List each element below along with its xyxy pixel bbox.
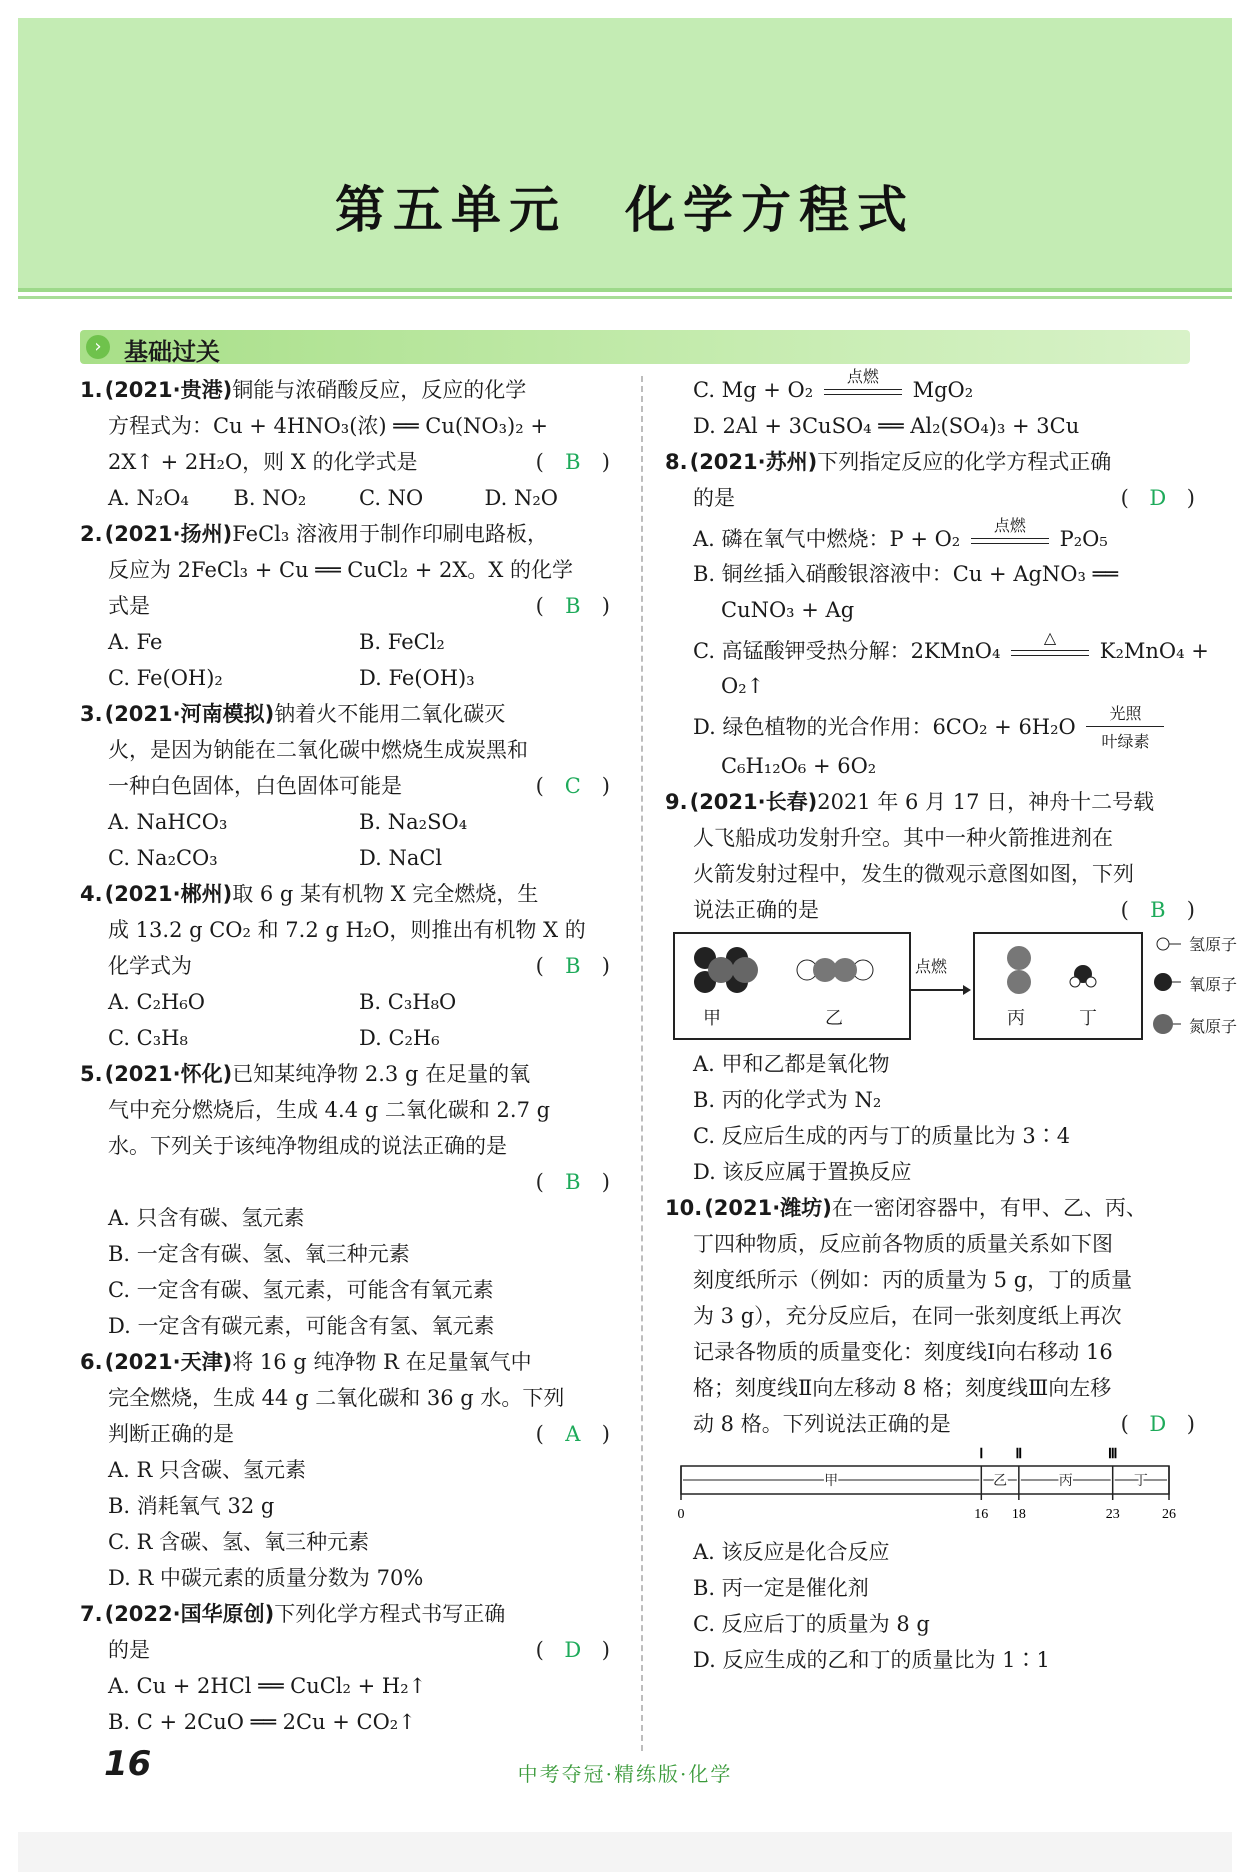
answer: B [565,954,581,978]
scale-marker-label: Ⅲ [1107,1447,1118,1462]
question-text: 火，是因为钠能在二氧化碳中燃烧生成炭黑和 [108,738,528,762]
product-molecules [975,938,1141,1008]
options [80,804,610,840]
condition-label: 叶绿素 [1101,731,1150,751]
option: C. R 含碳、氢、氧三种元素 [108,1530,370,1554]
reaction-condition [971,515,1049,552]
option-text: A. 磷在氧气中燃烧：P + O₂ [693,527,961,551]
product-box [973,932,1143,1040]
question-3 [80,696,610,876]
question-text: 钠着火不能用二氧化碳灭 [274,702,506,726]
answer: A [565,1422,581,1446]
condition-label: 光照 [1109,703,1142,723]
question-text: 2021 年 6 月 17 日，神舟十二号载 [817,790,1155,814]
question-text: 的是 [693,486,735,510]
option: D. C₂H₆ [359,1026,440,1050]
question-text: 下列化学方程式书写正确 [274,1602,506,1626]
answer: B [1150,898,1166,922]
question-text: 完全燃烧，生成 44 g 二氧化碳和 36 g 水。下列 [108,1386,565,1410]
scale-tick-label: 26 [1162,1507,1176,1522]
option: B. 铜丝插入硝酸银溶液中：Cu + AgNO₃ ══ [693,562,1118,586]
left-column [80,372,610,1740]
question-text: 气中充分燃烧后，生成 4.4 g 二氧化碳和 2.7 g [108,1098,551,1122]
condition-label: 点燃 [846,366,879,386]
question-2 [80,516,610,696]
page-title: 第五单元 化学方程式 [335,181,915,239]
options [80,624,610,660]
question-source: (2021·郴州) [104,882,233,906]
answer: D [1149,1412,1167,1436]
options [80,984,610,1020]
question-text: 成 13.2 g CO₂ 和 7.2 g H₂O，则推出有机物 X 的 [108,918,586,942]
question-source: (2021·天津) [104,1350,233,1374]
answer-bracket: ( B ) [1121,892,1195,928]
option-text: D. 绿色植物的光合作用：6CO₂ + 6H₂O [693,715,1076,739]
reactant-box [673,932,911,1040]
question-text: 2X↑ + 2H₂O，则 X 的化学式是 [108,450,418,474]
question-text: 动 8 格。下列说法正确的是 [693,1412,951,1436]
molecule-label: 丁 [1079,1008,1097,1029]
question-text: 方程式为：Cu + 4HNO₃(浓) ══ Cu(NO₃)₂ + [108,414,548,438]
option: C₆H₁₂O₆ + 6O₂ [721,754,877,778]
scale-tick-label: 18 [1011,1507,1026,1522]
option: A. 该反应是化合反应 [693,1540,890,1564]
option: C. 反应后生成的丙与丁的质量比为 3∶4 [693,1124,1071,1148]
option: A. 只含有碳、氢元素 [108,1206,305,1230]
banner-rule [18,296,1232,299]
option: A. 甲和乙都是氧化物 [693,1052,890,1076]
answer: C [564,774,581,798]
answer-bracket: ( D ) [536,1632,610,1668]
question-8 [665,444,1209,784]
option: C. C₃H₈ [108,1026,188,1050]
question-source: (2021·潍坊) [704,1196,832,1220]
section-label: 基础过关 [124,338,220,366]
question-source: (2021·扬州) [104,522,233,546]
arrow-right-icon [911,984,971,996]
option: B. FeCl₂ [359,630,445,654]
condition-label: 点燃 [993,515,1026,535]
legend-label: 氢原子 [1189,935,1238,954]
question-text: 将 16 g 纯净物 R 在足量氧气中 [232,1350,532,1374]
molecule-label: 甲 [703,1008,721,1029]
question-number: 1. [80,378,103,402]
section-header [80,330,1190,364]
option: CuNO₃ + Ag [721,598,855,622]
option: B. Na₂SO₄ [359,810,468,834]
column-divider [641,376,643,1751]
question-text: 一种白色固体，白色固体可能是 [108,774,402,798]
option: A. N₂O₄ [108,486,189,510]
question-number: 8. [665,450,688,474]
answer: B [565,1170,581,1194]
scale-paper-diagram [665,1442,1195,1534]
option: B. 丙的化学式为 N₂ [693,1088,882,1112]
answer: D [564,1638,582,1662]
option: D. 反应生成的乙和丁的质量比为 1∶1 [693,1648,1050,1672]
question-source: (2021·苏州) [689,450,818,474]
question-number: 6. [80,1350,103,1374]
option: C. NO [359,486,424,510]
option: D. 该反应属于置换反应 [693,1160,912,1184]
question-text: 反应为 2FeCl₃ + Cu ══ CuCl₂ + 2X。X 的化学 [108,558,573,582]
option: B. C + 2CuO ══ 2Cu + CO₂↑ [108,1710,416,1734]
option [665,627,1209,668]
atom-legend [1153,928,1250,1046]
title-banner [18,18,1232,292]
question-number: 3. [80,702,103,726]
option-text: C. Mg + O₂ [693,378,814,402]
scale-paper [665,1442,1195,1534]
options [80,480,610,516]
question-text: 的是 [108,1638,150,1662]
question-source: (2021·长春) [689,790,818,814]
scale-marker-label: Ⅱ [1015,1447,1023,1462]
question-5 [80,1056,610,1344]
scale-segment-label: 乙 [993,1473,1008,1489]
option: A. Fe [108,630,163,654]
question-text: 火箭发射过程中，发生的微观示意图如图，下列 [693,862,1134,886]
footer-text: 中考夺冠·精练版·化学 [517,1762,733,1786]
question-source: (2022·国华原创) [104,1602,275,1626]
option: A. Cu + 2HCl ══ CuCl₂ + H₂↑ [108,1674,427,1698]
question-number: 2. [80,522,103,546]
question-text: 人飞船成功发射升空。其中一种火箭推进剂在 [693,826,1113,850]
reaction-condition [1011,627,1089,664]
molecule-label: 丙 [1007,1008,1025,1029]
option: B. 一定含有碳、氢、氧三种元素 [108,1242,410,1266]
question-text: 丁四种物质，反应前各物质的质量关系如下图 [693,1232,1113,1256]
option: C. Na₂CO₃ [108,846,218,870]
answer-bracket: ( B ) [536,444,610,480]
question-source: (2021·河南模拟) [104,702,275,726]
answer-bracket: ( A ) [536,1416,610,1452]
option-text: K₂MnO₄ + [1099,639,1209,663]
option: A. C₂H₆O [108,990,205,1014]
reaction-condition [824,366,902,403]
question-text: FeCl₃ 溶液用于制作印刷电路板， [232,522,548,546]
condition-label: △ [1043,627,1057,647]
scale-marker-label: Ⅰ [979,1447,984,1462]
answer-bracket: ( B ) [536,1164,610,1200]
scale-tick-label: 0 [677,1507,685,1522]
reaction-condition [1086,703,1164,751]
scale-tick-label: 16 [974,1507,989,1522]
option: D. 一定含有碳元素，可能含有氢、氧元素 [108,1314,495,1338]
scale-segment-label: 丁 [1133,1473,1148,1489]
question-text: 在一密闭容器中，有甲、乙、丙、 [831,1196,1147,1220]
question-text: 下列指定反应的化学方程式正确 [817,450,1112,474]
question-text: 刻度纸所示（例如：丙的质量为 5 g，丁的质量 [693,1268,1133,1292]
answer: B [565,594,581,618]
option [665,703,1195,751]
option: A. NaHCO₃ [108,810,228,834]
legend-label: 氧原子 [1189,975,1238,994]
option: B. 丙一定是催化剂 [693,1576,869,1600]
option: D. 2Al + 3CuSO₄ ══ Al₂(SO₄)₃ + 3Cu [693,414,1080,438]
bottom-band [18,1832,1232,1872]
options [80,660,610,696]
right-column [665,366,1238,1678]
question-source: (2021·贵港) [104,378,233,402]
question-7-continued [665,366,1195,444]
option: C. 反应后丁的质量为 8 g [693,1612,930,1636]
question-10 [665,1190,1195,1678]
option: D. Fe(OH)₃ [359,666,475,690]
question-text: 铜能与浓硝酸反应，反应的化学 [232,378,527,402]
question-text: 已知某纯净物 2.3 g 在足量的氧 [232,1062,531,1086]
option: C. Fe(OH)₂ [108,666,223,690]
question-text: 记录各物质的质量变化：刻度线Ⅰ向右移动 16 [693,1340,1113,1364]
legend-label: 氮原子 [1189,1017,1238,1036]
question-1 [80,372,610,516]
options [80,1020,610,1056]
answer: B [565,450,581,474]
option: D. NaCl [359,846,443,870]
question-text: 格；刻度线Ⅱ向左移动 8 格；刻度线Ⅲ向左移 [693,1376,1112,1400]
reactant-molecules [675,938,909,1008]
page-number: 16 [104,1744,152,1784]
answer-bracket: ( D ) [1121,480,1195,516]
option: B. 消耗氧气 32 g [108,1494,275,1518]
question-6 [80,1344,610,1596]
option: B. NO₂ [233,486,307,510]
answer-bracket: ( C ) [536,768,610,804]
answer-bracket: ( D ) [1121,1406,1195,1442]
question-9 [665,784,1238,1190]
option: A. R 只含碳、氢元素 [108,1458,307,1482]
scale-segment-label: 丙 [1058,1473,1073,1489]
scale-tick-label: 23 [1105,1507,1120,1522]
option: O₂↑ [721,674,765,698]
molecule-label: 乙 [825,1008,843,1029]
option-text: C. 高锰酸钾受热分解：2KMnO₄ [693,639,1001,663]
question-number: 10. [665,1196,703,1220]
option [665,516,1195,556]
question-7 [80,1596,610,1740]
question-text: 说法正确的是 [693,898,819,922]
options [80,840,610,876]
scale-segment-label: 甲 [824,1473,839,1489]
question-text: 判断正确的是 [108,1422,234,1446]
molecule-diagram [665,928,1238,1046]
question-text: 取 6 g 某有机物 X 完全燃烧，生 [232,882,539,906]
question-text: 式是 [108,594,150,618]
reaction-condition-label: 点燃 [915,957,948,976]
legend-atom-icons [1153,928,1193,1038]
question-text: 为 3 g），充分反应后，在同一张刻度纸上再次 [693,1304,1122,1328]
option: B. C₃H₈O [359,990,457,1014]
chevron-right-icon: › [86,335,110,359]
question-number: 4. [80,882,103,906]
option: C. 一定含有碳、氢元素，可能含有氧元素 [108,1278,494,1302]
option-text: MgO₂ [912,378,974,402]
question-number: 9. [665,790,688,814]
question-text: 化学式为 [108,954,192,978]
question-4 [80,876,610,1056]
option: D. N₂O [484,486,558,510]
option: D. R 中碳元素的质量分数为 70% [108,1566,424,1590]
answer-bracket: ( B ) [536,948,610,984]
question-number: 7. [80,1602,103,1626]
question-number: 5. [80,1062,103,1086]
answer: D [1149,486,1167,510]
question-source: (2021·怀化) [104,1062,233,1086]
answer-bracket: ( B ) [536,588,610,624]
option [665,366,1195,408]
option-text: P₂O₅ [1059,527,1108,551]
question-text: 水。下列关于该纯净物组成的说法正确的是 [108,1134,507,1158]
